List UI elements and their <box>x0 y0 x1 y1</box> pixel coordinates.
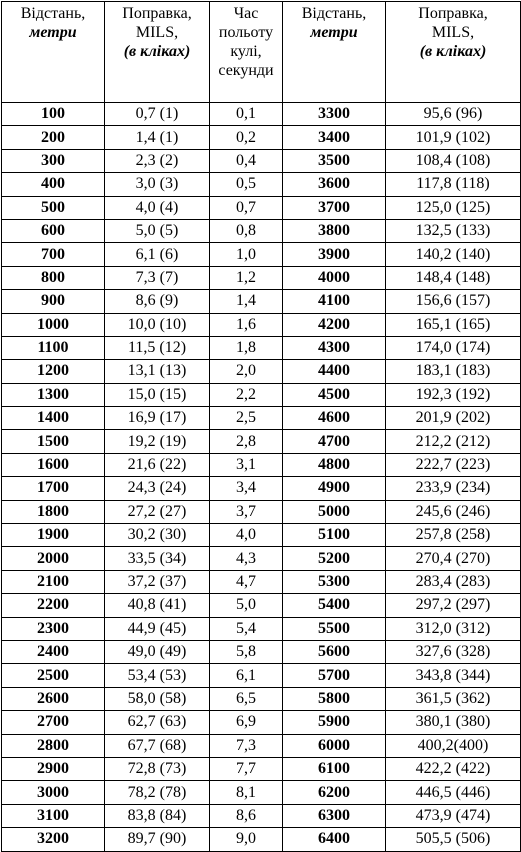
correction-cell: 245,6 (246) <box>386 500 521 523</box>
flight-time-cell: 2,8 <box>210 430 283 453</box>
table-row <box>2 500 521 523</box>
distance-cell: 5700 <box>283 664 386 687</box>
flight-time-cell: 0,1 <box>210 103 283 126</box>
flight-time-cell: 6,9 <box>210 711 283 734</box>
distance-cell: 3300 <box>283 103 386 126</box>
header-text: MILS, <box>135 24 179 41</box>
header-correction-2 <box>386 2 521 103</box>
distance-cell: 2500 <box>2 664 105 687</box>
correction-cell: 156,6 (157) <box>386 290 521 313</box>
correction-cell: 132,5 (133) <box>386 219 521 242</box>
correction-cell: 11,5 (12) <box>105 336 210 359</box>
header-text: Поправка, <box>122 5 192 22</box>
correction-cell: 10,0 (10) <box>105 313 210 336</box>
table-row <box>2 664 521 687</box>
correction-cell: 5,0 (5) <box>105 219 210 242</box>
header-distance-1 <box>2 2 105 103</box>
distance-cell: 1900 <box>2 524 105 547</box>
flight-time-cell: 0,5 <box>210 173 283 196</box>
header-flight-time <box>210 2 283 103</box>
table-row <box>2 336 521 359</box>
distance-cell: 2400 <box>2 640 105 663</box>
correction-cell: 27,2 (27) <box>105 500 210 523</box>
distance-cell: 5600 <box>283 640 386 663</box>
correction-cell: 16,9 (17) <box>105 407 210 430</box>
table-row <box>2 407 521 430</box>
distance-cell: 3100 <box>2 804 105 827</box>
correction-cell: 183,1 (183) <box>386 360 521 383</box>
table-row <box>2 711 521 734</box>
distance-cell: 4300 <box>283 336 386 359</box>
correction-cell: 30,2 (30) <box>105 524 210 547</box>
distance-cell: 1500 <box>2 430 105 453</box>
distance-cell: 500 <box>2 196 105 219</box>
table-row <box>2 196 521 219</box>
table-row <box>2 640 521 663</box>
distance-cell: 5500 <box>283 617 386 640</box>
table-row <box>2 383 521 406</box>
correction-cell: 78,2 (78) <box>105 781 210 804</box>
distance-cell: 3600 <box>283 173 386 196</box>
distance-cell: 1700 <box>2 477 105 500</box>
flight-time-cell: 2,2 <box>210 383 283 406</box>
distance-cell: 1400 <box>2 407 105 430</box>
correction-cell: 40,8 (41) <box>105 594 210 617</box>
flight-time-cell: 1,8 <box>210 336 283 359</box>
distance-cell: 2200 <box>2 594 105 617</box>
flight-time-cell: 7,7 <box>210 757 283 780</box>
distance-cell: 3900 <box>283 243 386 266</box>
distance-cell: 2600 <box>2 687 105 710</box>
correction-cell: 108,4 (108) <box>386 149 521 172</box>
correction-cell: 400,2(400) <box>386 734 521 757</box>
header-unit: (в кліках) <box>123 43 191 60</box>
distance-cell: 2300 <box>2 617 105 640</box>
distance-cell: 2800 <box>2 734 105 757</box>
flight-time-cell: 1,4 <box>210 290 283 313</box>
distance-cell: 2000 <box>2 547 105 570</box>
header-text: кулі, <box>230 43 262 60</box>
flight-time-cell: 2,5 <box>210 407 283 430</box>
flight-time-cell: 3,7 <box>210 500 283 523</box>
table-row <box>2 219 521 242</box>
distance-cell: 2700 <box>2 711 105 734</box>
table-row <box>2 243 521 266</box>
table-row <box>2 103 521 126</box>
correction-cell: 53,4 (53) <box>105 664 210 687</box>
distance-cell: 3200 <box>2 828 105 851</box>
header-distance-2 <box>283 2 386 103</box>
flight-time-cell: 1,2 <box>210 266 283 289</box>
correction-cell: 89,7 (90) <box>105 828 210 851</box>
table-row <box>2 617 521 640</box>
distance-cell: 5100 <box>283 524 386 547</box>
correction-cell: 4,0 (4) <box>105 196 210 219</box>
correction-cell: 297,2 (297) <box>386 594 521 617</box>
correction-cell: 361,5 (362) <box>386 687 521 710</box>
correction-cell: 44,9 (45) <box>105 617 210 640</box>
distance-cell: 1600 <box>2 453 105 476</box>
distance-cell: 3400 <box>283 126 386 149</box>
correction-cell: 3,0 (3) <box>105 173 210 196</box>
correction-cell: 117,8 (118) <box>386 173 521 196</box>
distance-cell: 4900 <box>283 477 386 500</box>
header-text: Поправка, <box>418 5 488 22</box>
correction-cell: 380,1 (380) <box>386 711 521 734</box>
flight-time-cell: 3,1 <box>210 453 283 476</box>
correction-cell: 8,6 (9) <box>105 290 210 313</box>
distance-cell: 4800 <box>283 453 386 476</box>
table-row <box>2 173 521 196</box>
distance-cell: 5800 <box>283 687 386 710</box>
correction-cell: 13,1 (13) <box>105 360 210 383</box>
correction-cell: 15,0 (15) <box>105 383 210 406</box>
distance-cell: 1300 <box>2 383 105 406</box>
distance-cell: 4400 <box>283 360 386 383</box>
flight-time-cell: 6,1 <box>210 664 283 687</box>
table-row <box>2 360 521 383</box>
header-unit: метри <box>29 24 77 41</box>
header-text: секунди <box>218 62 274 79</box>
correction-cell: 473,9 (474) <box>386 804 521 827</box>
header-unit: метри <box>310 24 358 41</box>
distance-cell: 6300 <box>283 804 386 827</box>
distance-cell: 5000 <box>283 500 386 523</box>
table-row <box>2 734 521 757</box>
flight-time-cell: 0,7 <box>210 196 283 219</box>
flight-time-cell: 0,2 <box>210 126 283 149</box>
table-row <box>2 757 521 780</box>
distance-cell: 700 <box>2 243 105 266</box>
correction-cell: 257,8 (258) <box>386 524 521 547</box>
header-correction-1 <box>105 2 210 103</box>
table-row <box>2 687 521 710</box>
table-row <box>2 828 521 851</box>
correction-cell: 505,5 (506) <box>386 828 521 851</box>
flight-time-cell: 8,1 <box>210 781 283 804</box>
distance-cell: 100 <box>2 103 105 126</box>
distance-cell: 600 <box>2 219 105 242</box>
flight-time-cell: 1,0 <box>210 243 283 266</box>
correction-cell: 283,4 (283) <box>386 570 521 593</box>
correction-cell: 21,6 (22) <box>105 453 210 476</box>
distance-cell: 5900 <box>283 711 386 734</box>
flight-time-cell: 3,4 <box>210 477 283 500</box>
table-row <box>2 477 521 500</box>
table-row <box>2 126 521 149</box>
table-row <box>2 570 521 593</box>
distance-cell: 6000 <box>283 734 386 757</box>
header-text: польоту <box>218 24 274 41</box>
correction-cell: 2,3 (2) <box>105 149 210 172</box>
table-row <box>2 149 521 172</box>
distance-cell: 200 <box>2 126 105 149</box>
correction-cell: 312,0 (312) <box>386 617 521 640</box>
distance-cell: 6100 <box>283 757 386 780</box>
distance-cell: 1800 <box>2 500 105 523</box>
correction-cell: 49,0 (49) <box>105 640 210 663</box>
header-text: MILS, <box>431 24 475 41</box>
correction-cell: 6,1 (6) <box>105 243 210 266</box>
correction-cell: 37,2 (37) <box>105 570 210 593</box>
table-row <box>2 266 521 289</box>
correction-cell: 140,2 (140) <box>386 243 521 266</box>
flight-time-cell: 4,3 <box>210 547 283 570</box>
flight-time-cell: 1,6 <box>210 313 283 336</box>
header-text: Час <box>233 5 259 22</box>
correction-cell: 343,8 (344) <box>386 664 521 687</box>
correction-cell: 95,6 (96) <box>386 103 521 126</box>
distance-cell: 2100 <box>2 570 105 593</box>
correction-cell: 72,8 (73) <box>105 757 210 780</box>
correction-cell: 148,4 (148) <box>386 266 521 289</box>
correction-cell: 201,9 (202) <box>386 407 521 430</box>
correction-cell: 125,0 (125) <box>386 196 521 219</box>
distance-cell: 1000 <box>2 313 105 336</box>
distance-cell: 5300 <box>283 570 386 593</box>
header-text: Відстань, <box>20 5 86 22</box>
flight-time-cell: 8,6 <box>210 804 283 827</box>
distance-cell: 6200 <box>283 781 386 804</box>
distance-cell: 4500 <box>283 383 386 406</box>
distance-cell: 4600 <box>283 407 386 430</box>
correction-cell: 19,2 (19) <box>105 430 210 453</box>
table-row <box>2 453 521 476</box>
table-row <box>2 547 521 570</box>
distance-cell: 900 <box>2 290 105 313</box>
flight-time-cell: 5,4 <box>210 617 283 640</box>
correction-cell: 0,7 (1) <box>105 103 210 126</box>
correction-cell: 24,3 (24) <box>105 477 210 500</box>
distance-cell: 3000 <box>2 781 105 804</box>
table-row <box>2 313 521 336</box>
correction-cell: 101,9 (102) <box>386 126 521 149</box>
ballistic-table <box>1 1 521 852</box>
table-row <box>2 290 521 313</box>
distance-cell: 5400 <box>283 594 386 617</box>
flight-time-cell: 2,0 <box>210 360 283 383</box>
flight-time-cell: 0,4 <box>210 149 283 172</box>
flight-time-cell: 4,7 <box>210 570 283 593</box>
table-row <box>2 804 521 827</box>
distance-cell: 4700 <box>283 430 386 453</box>
flight-time-cell: 5,8 <box>210 640 283 663</box>
distance-cell: 3500 <box>283 149 386 172</box>
distance-cell: 4000 <box>283 266 386 289</box>
header-unit: (в кліках) <box>419 43 487 60</box>
correction-cell: 270,4 (270) <box>386 547 521 570</box>
correction-cell: 1,4 (1) <box>105 126 210 149</box>
correction-cell: 58,0 (58) <box>105 687 210 710</box>
correction-cell: 33,5 (34) <box>105 547 210 570</box>
table-row <box>2 524 521 547</box>
flight-time-cell: 5,0 <box>210 594 283 617</box>
correction-cell: 67,7 (68) <box>105 734 210 757</box>
correction-cell: 7,3 (7) <box>105 266 210 289</box>
correction-cell: 212,2 (212) <box>386 430 521 453</box>
correction-cell: 83,8 (84) <box>105 804 210 827</box>
correction-cell: 174,0 (174) <box>386 336 521 359</box>
table-row <box>2 430 521 453</box>
flight-time-cell: 0,8 <box>210 219 283 242</box>
flight-time-cell: 9,0 <box>210 828 283 851</box>
distance-cell: 6400 <box>283 828 386 851</box>
distance-cell: 4200 <box>283 313 386 336</box>
header-text: Відстань, <box>301 5 367 22</box>
table-body <box>2 103 521 852</box>
header-row <box>2 2 521 103</box>
correction-cell: 222,7 (223) <box>386 453 521 476</box>
distance-cell: 1200 <box>2 360 105 383</box>
correction-cell: 233,9 (234) <box>386 477 521 500</box>
flight-time-cell: 6,5 <box>210 687 283 710</box>
table-row <box>2 594 521 617</box>
distance-cell: 5200 <box>283 547 386 570</box>
distance-cell: 3700 <box>283 196 386 219</box>
flight-time-cell: 4,0 <box>210 524 283 547</box>
table-row <box>2 781 521 804</box>
distance-cell: 2900 <box>2 757 105 780</box>
correction-cell: 62,7 (63) <box>105 711 210 734</box>
correction-cell: 165,1 (165) <box>386 313 521 336</box>
distance-cell: 4100 <box>283 290 386 313</box>
correction-cell: 446,5 (446) <box>386 781 521 804</box>
distance-cell: 400 <box>2 173 105 196</box>
distance-cell: 3800 <box>283 219 386 242</box>
distance-cell: 1100 <box>2 336 105 359</box>
correction-cell: 327,6 (328) <box>386 640 521 663</box>
distance-cell: 300 <box>2 149 105 172</box>
correction-cell: 192,3 (192) <box>386 383 521 406</box>
correction-cell: 422,2 (422) <box>386 757 521 780</box>
flight-time-cell: 7,3 <box>210 734 283 757</box>
distance-cell: 800 <box>2 266 105 289</box>
